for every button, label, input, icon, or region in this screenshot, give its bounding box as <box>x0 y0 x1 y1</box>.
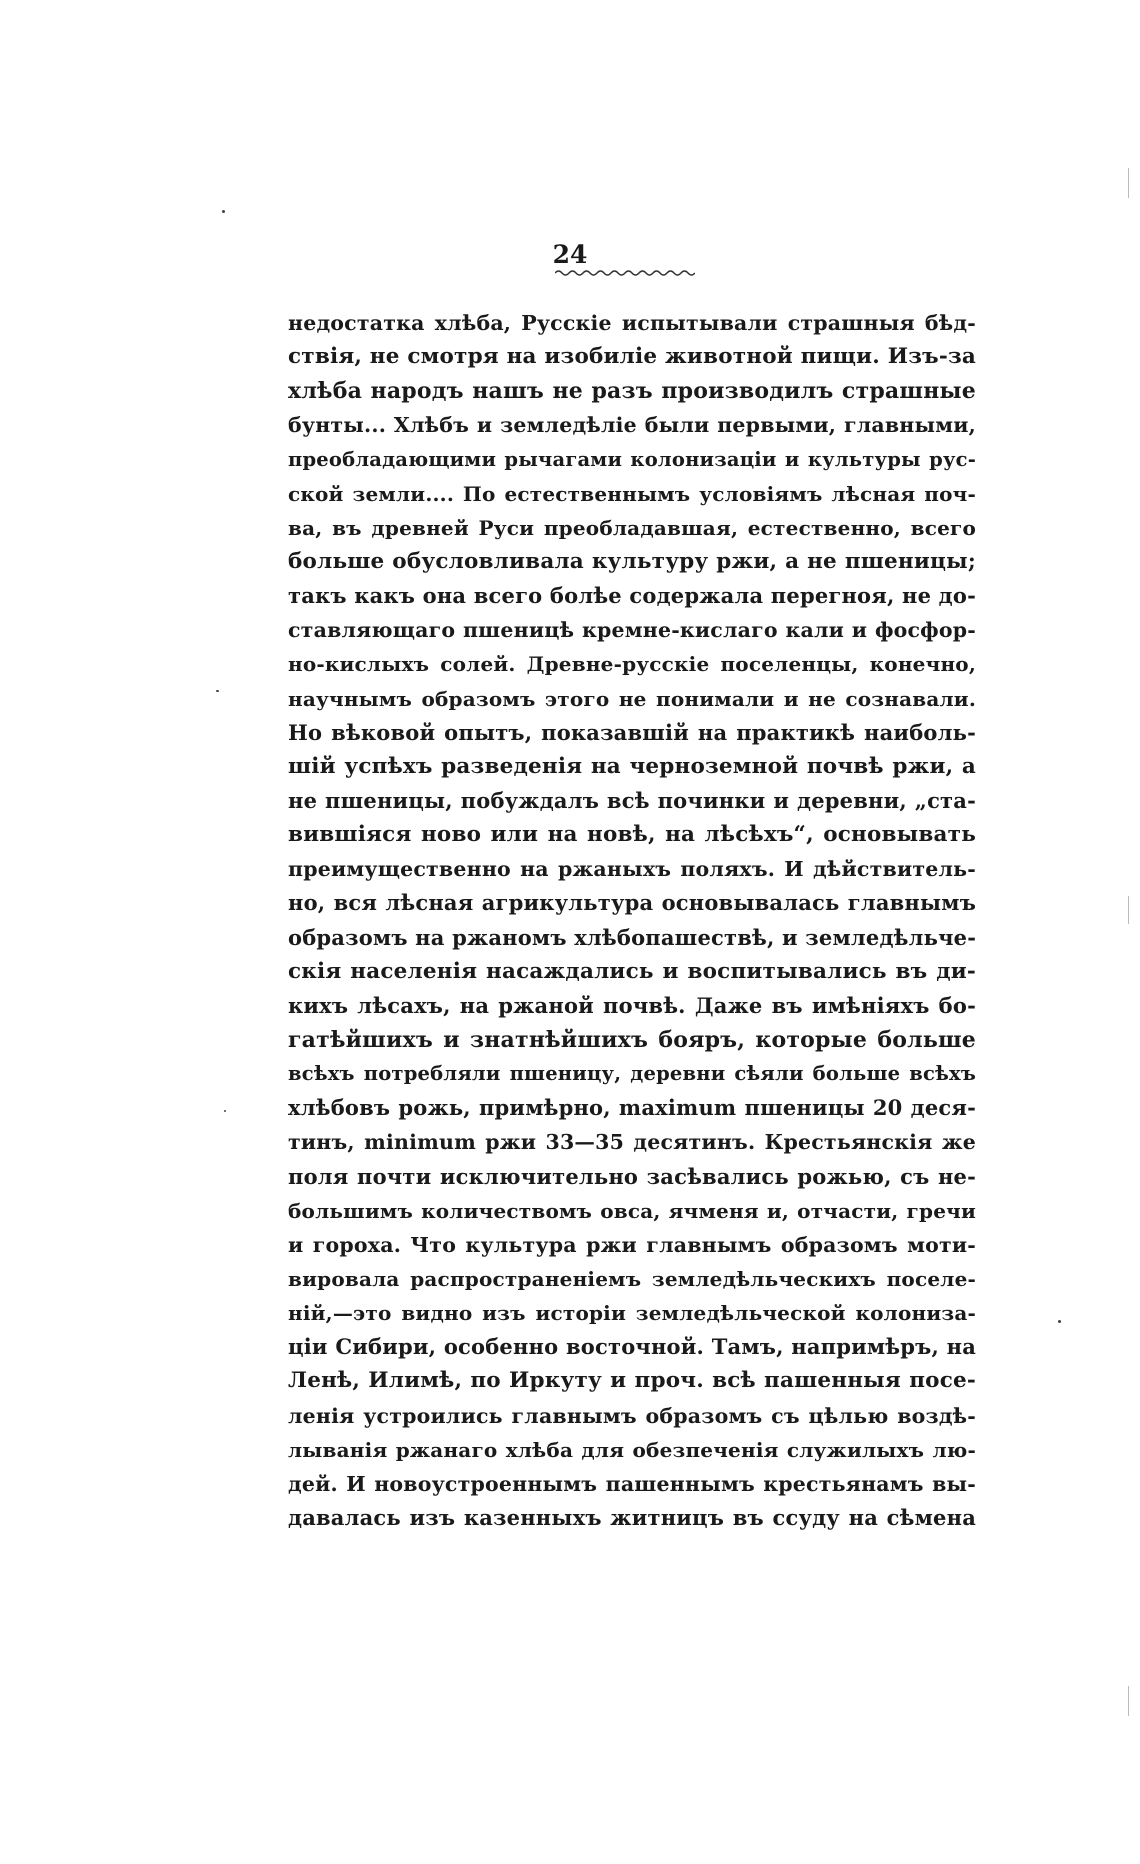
text-line: вировала распространеніемъ земледѣльческихъ поселе- <box>288 1266 976 1291</box>
text-line: ствія, не смотря на изобиліе животной пищи. Изъ-за <box>288 344 976 370</box>
text-line: и гороха. Что культура ржи главнымъ образомъ моти- <box>288 1232 976 1257</box>
text-line: кихъ лѣсахъ, на ржаной почвѣ. Даже въ имѣніяхъ бо- <box>288 992 976 1018</box>
text-line: но-кислыхъ солей. Древне-русскіе поселенцы, конечно, <box>288 652 976 677</box>
page-number: 24 <box>552 240 588 269</box>
text-line: ній,—это видно изъ исторіи земледѣльческой колонизa- <box>288 1301 976 1326</box>
text-line: такъ какъ она всего болѣе содержала перегноя, не до- <box>288 583 976 609</box>
text-line: ставляющаго пшеницѣ кремне-кислаго кали и фосфор- <box>288 618 976 643</box>
scan-speck <box>216 690 219 692</box>
wavy-rule-ornament <box>555 268 695 278</box>
scan-speck <box>222 210 225 213</box>
text-line: бунты... Хлѣбъ и земледѣліе были первыми, главными, <box>288 413 976 438</box>
text-line: гатѣйшихъ и знатнѣйшихъ бояръ, которые больше <box>288 1026 976 1053</box>
scan-speck <box>224 1110 226 1112</box>
text-line: ской земли.... По естественнымъ условіямъ лѣсная поч- <box>288 481 976 506</box>
scan-speck <box>1058 1320 1061 1323</box>
text-line: тинъ, minimum ржи 33—35 десятинъ. Крестьянскія же <box>288 1130 976 1155</box>
text-line: дей. И новоустроеннымъ пашеннымъ крестьянамъ вы- <box>288 1471 976 1496</box>
text-line: поля почти исключительно засѣвались рожью, съ не- <box>288 1163 976 1189</box>
text-line: вившіяся ново или на новѣ, на лѣсѣхъ“, основывать <box>288 822 976 848</box>
scan-edge-mark <box>1128 896 1129 924</box>
scan-edge-mark <box>1128 168 1129 198</box>
text-line: не пшеницы, побуждалъ всѣ починки и деревни, „ста- <box>288 787 976 813</box>
text-line: образомъ на ржаномъ хлѣбопашествѣ, и земледѣльче- <box>288 924 977 950</box>
body-text <box>288 306 976 1535</box>
text-line: ва, въ древней Руси преобладавшая, естественно, всего <box>288 515 976 540</box>
text-line: давалась изъ казенныхъ житницъ въ ссуду на сѣмена <box>288 1504 976 1530</box>
text-line: преобладающими рычагами колонизаціи и культуры рус- <box>288 447 976 471</box>
text-line: большимъ количествомъ овса, ячменя и, отчасти, гречи <box>288 1198 976 1223</box>
text-line: больше обусловливала культуру ржи, а не пшеницы; <box>288 548 976 574</box>
text-line: Ленѣ, Илимѣ, по Иркуту и проч. всѣ пашенныя посе- <box>288 1368 976 1394</box>
text-line: шій успѣхъ разведенія на черноземной почвѣ ржи, а <box>288 753 976 779</box>
text-line: лыванія ржанаго хлѣба для обезпеченія служилыхъ лю- <box>288 1437 976 1462</box>
text-line: но, вся лѣсная агрикультура основывалась главнымъ <box>288 890 976 916</box>
text-line: недостатка хлѣба, Русскіе испытывали страшныя бѣд- <box>288 311 976 335</box>
text-line: преимущественно на ржаныхъ поляхъ. И дѣйствитель- <box>288 857 976 882</box>
text-line: научнымъ образомъ этого не понимали и не сознавали. <box>288 686 976 711</box>
text-line: хлѣбовъ рожь, примѣрно, maximum пшеницы 20 деся- <box>288 1095 976 1121</box>
text-line: скія населенія насаждались и воспитывались въ ди- <box>288 958 976 984</box>
text-line: Но вѣковой опытъ, показавшій на практикѣ наиболь- <box>288 719 976 745</box>
text-line: всѣхъ потребляли пшеницу, деревни сѣяли больше всѣхъ <box>288 1062 976 1086</box>
text-line: ціи Сибири, особенно восточной. Тамъ, напримѣръ, на <box>288 1334 976 1360</box>
text-line: хлѣба народъ нашъ не разъ производилъ страшные <box>288 378 976 405</box>
text-line: ленія устроились главнымъ образомъ съ цѣлью воздѣ- <box>288 1403 976 1428</box>
scan-edge-mark <box>1128 1686 1129 1716</box>
